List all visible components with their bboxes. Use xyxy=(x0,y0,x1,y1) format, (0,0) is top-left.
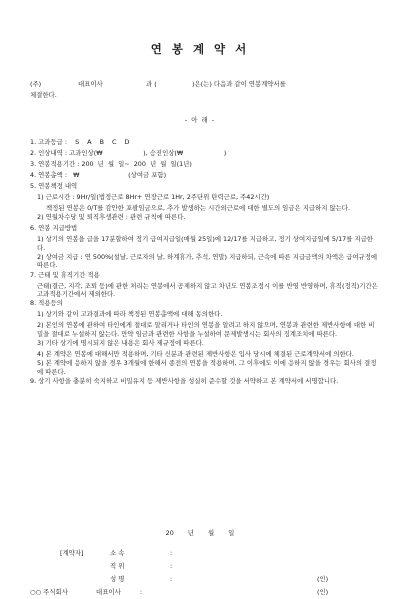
company-ceo: 대표이사 xyxy=(96,588,121,596)
employee-prefix: 과 ( xyxy=(146,80,157,88)
date-year: 년 xyxy=(187,529,194,537)
grade-d: D xyxy=(124,138,130,146)
company-name: ○○ 주식회사 xyxy=(30,588,68,596)
date-day: 일 xyxy=(228,529,235,537)
clause-agreement-1: 1) 상기와 같이 고과결과에 따라 책정된 연봉총액에 대해 동의한다. xyxy=(37,310,223,319)
clause-agreement-3: 3) 기타 상기에 명시되지 않은 내용은 회사 제규정에 따른다. xyxy=(37,338,204,347)
employee-seal: (인) xyxy=(317,575,329,583)
company-prefix: (주) xyxy=(30,80,42,88)
grade-c: C xyxy=(112,138,117,146)
signature-position: 직 위 : xyxy=(110,562,173,570)
clause-agreement-5: 5) 본 계약에 응하지 않을 경우 3개월에 한해서 종전의 연봉을 적용하며, 그 이후에도 이에 응하지 않을 경우는 회사의 결정에 따른다. xyxy=(37,359,377,376)
clause-grade xyxy=(30,138,378,149)
party-label: [계약자] xyxy=(60,549,84,557)
intro-suffix: )은(는) 다음과 같이 연봉계약서를 xyxy=(192,80,286,88)
clause-allowance: 2) 연월차수당 및 퇴직후생관련 : 관련 규칙에 따른다. xyxy=(37,213,186,222)
clause-agreement: 8. 적용등의 xyxy=(30,299,63,308)
grade-a: A xyxy=(87,138,92,146)
clause-breakdown: 5. 연봉책정 내역 xyxy=(30,182,78,190)
date-month: 월 xyxy=(207,529,215,537)
name-label: 성 명 xyxy=(110,575,125,583)
date-year-prefix: 20 xyxy=(165,529,174,537)
clause-pledge: 9. 상기 사항을 충분히 숙지하고 비밀유지 등 제반사항을 성실히 준수할 것을 서약하고 본 계약서에 서명합니다. xyxy=(30,376,339,385)
grade-s: S xyxy=(75,138,80,146)
clause-payment-2: 2) 상여금 지급 : 연 500%(설날, 근로자의 날, 하계휴가, 추석, 연말) 지급하되, 근속에 따른 지급금액의 차액은 급여규정에 따른다. xyxy=(37,252,378,270)
clause-attendance-note: 근태(결근, 지각, 조퇴 등)에 관한 처리는 연봉에서 공제하지 않고 차년도 연봉조정시 이를 반영 반영하며, 휴직(정직)기간은 고과적용기간에서 제외한다. xyxy=(37,281,378,298)
section-separator: - 아 래 - xyxy=(184,116,216,124)
contract-clauses xyxy=(30,138,378,386)
clause-raise: 2. 인상내역 : 고과인상(₩ ), 승진인상(₩ ) xyxy=(30,149,227,157)
signature-affiliation: [계약자] 소 속 : xyxy=(60,549,173,557)
clause-work-hours: 1) 근로시간 : 9Hr/일(법정근로 8Hr+ 연장근로 1Hr, 2주단위 탄력근로, 주42시간) xyxy=(37,193,270,201)
signature-company: ○○ 주식회사 대표이사 : (인) xyxy=(30,588,329,596)
contract-date xyxy=(0,529,400,537)
position-label: 직 위 xyxy=(110,562,125,570)
company-seal: (인) xyxy=(317,588,329,596)
grade-label: 1. 고과등급 : xyxy=(30,138,68,146)
clause-agreement-2: 2) 본인의 연봉에 관하여 타인에게 절대로 알리거나 타인의 연봉을 알려고 하지 않으며, 연봉과 관련한 제반사항에 대한 비밀을 절대로 누설하지 않는다. 만약 임금과 관련한 사항을 누설하여 문제발생시는 회사의 징계조치에 따른다. xyxy=(37,321,375,338)
signature-name: 성 명 : (인) xyxy=(110,575,329,583)
clause-work-hours-note: 책정된 연봉은 0/T를 감안한 포괄임금으로, 추가 발생하는 시간외근로에 대한 별도의 임금은 지급하지 않는다. xyxy=(46,204,351,212)
clause-attendance: 7. 근태 및 휴직기간 적용 xyxy=(30,270,100,279)
affiliation-label: 소 속 xyxy=(110,549,125,557)
clause-agreement-4: 4) 본 계약은 연봉에 대해서만 적용하며, 기타 신분과 관련된 제반사항은 입사 당시에 체결된 근로계약서에 의한다. xyxy=(37,349,354,358)
clause-payment: 6. 연봉 지급방법 xyxy=(30,224,78,233)
clause-total: 4. 연봉총액 : ₩ (상여금 포함) xyxy=(30,171,167,179)
clause-period: 3. 연봉적용기간 : 200 년 월 일~ 200 년 월 일(1년) xyxy=(30,160,192,168)
clause-payment-1: 1) 상기의 연봉을 급을 17분할하여 정기 급여지급일(매월 25일)에 12/17를 지급하고, 정기 상여지급일에 5/17를 지급한다. xyxy=(37,235,373,252)
intro-line2: 체결한다. xyxy=(30,91,57,100)
intro-paragraph xyxy=(30,80,375,100)
document-title: 연 봉 계 약 서 xyxy=(150,42,250,56)
grade-b: B xyxy=(99,138,104,146)
ceo-label: 대표이사 xyxy=(78,80,103,88)
